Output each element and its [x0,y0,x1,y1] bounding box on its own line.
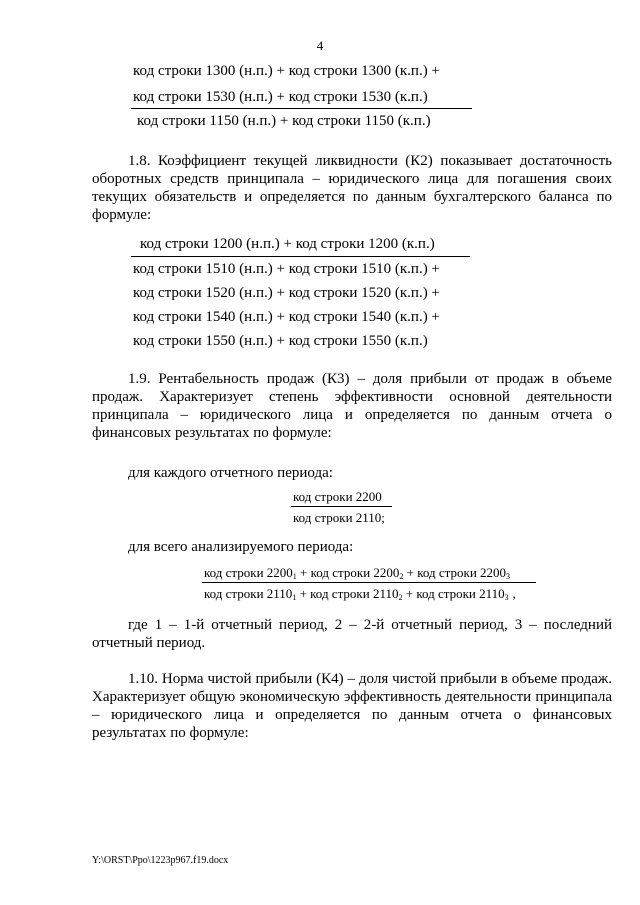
formula-k2-denominator-line-1: код строки 1510 (н.п.) + код строки 1510 (к.п.) + [133,261,440,277]
paragraph-1-9-text: 1.9. Рентабельность продаж (К3) – доля прибыли от продаж в объеме продаж. Характеризует степень эффективности основной деятельности принципала – юридического лица и определяется по данным отчета о финансовых результатах по формуле: [92,371,612,441]
paragraph-1-8 [92,152,612,224]
formula-k3-single-fraction-bar [291,506,392,507]
formula-k3-single-numerator: код строки 2200 [293,489,382,504]
formula-k1-denominator: код строки 1150 (н.п.) + код строки 1150 (к.п.) [137,113,431,129]
paragraph-where [92,616,612,652]
formula-k3-single-denominator: код строки 2110; [293,510,385,525]
label-whole-period: для всего анализируемого периода: [128,539,354,555]
formula-k2-denominator-line-4: код строки 1550 (н.п.) + код строки 1550 (к.п.) [133,333,428,349]
paragraph-1-10 [92,670,612,742]
formula-k1-numerator-line-2: код строки 1530 (н.п.) + код строки 1530 (к.п.) [133,89,428,105]
paragraph-1-10-text: 1.10. Норма чистой прибыли (К4) – доля чистой прибыли в объеме продаж. Характеризует общую экономическую эффективность деятельности принципала – юридического лица и определяется по данным отчета о финансовых результатах по формуле: [92,671,612,741]
formula-k3-total-denominator: код строки $2110_1$ + код строки $2110_2$ + код строки $2110_3$ , [204,586,516,602]
paragraph-1-9 [92,370,612,442]
formula-k3-total-fraction-bar [202,582,536,583]
formula-k2-fraction-bar [131,256,470,257]
formula-k3-total-numerator: код строки $2200_1$ + код строки $2200_2$ + код строки $2200_3$ [204,565,511,581]
formula-k2-numerator: код строки 1200 (н.п.) + код строки 1200 (к.п.) [140,236,435,252]
formula-k2-denominator-line-3: код строки 1540 (н.п.) + код строки 1540 (к.п.) + [133,309,440,325]
formula-k2-denominator-line-2: код строки 1520 (н.п.) + код строки 1520 (к.п.) + [133,285,440,301]
label-each-period: для каждого отчетного периода: [128,465,333,481]
formula-k1-numerator-line-1: код строки 1300 (н.п.) + код строки 1300 (к.п.) + [133,63,440,79]
page-number: 4 [316,38,324,53]
formula-k1-fraction-bar [131,108,472,109]
paragraph-1-8-text: 1.8. Коэффициент текущей ликвидности (К2) показывает достаточность оборотных средств принципала – юридического лица для погашения своих текущих обязательств и определяется по данным бухгалтерского баланса по формуле: [92,153,612,223]
footer-file-path: Y:\ORST\Ppo\1223p967.f19.docx [92,855,229,866]
paragraph-where-text: где 1 – 1-й отчетный период, 2 – 2-й отчетный период, 3 – последний отчетный период. [92,617,612,651]
